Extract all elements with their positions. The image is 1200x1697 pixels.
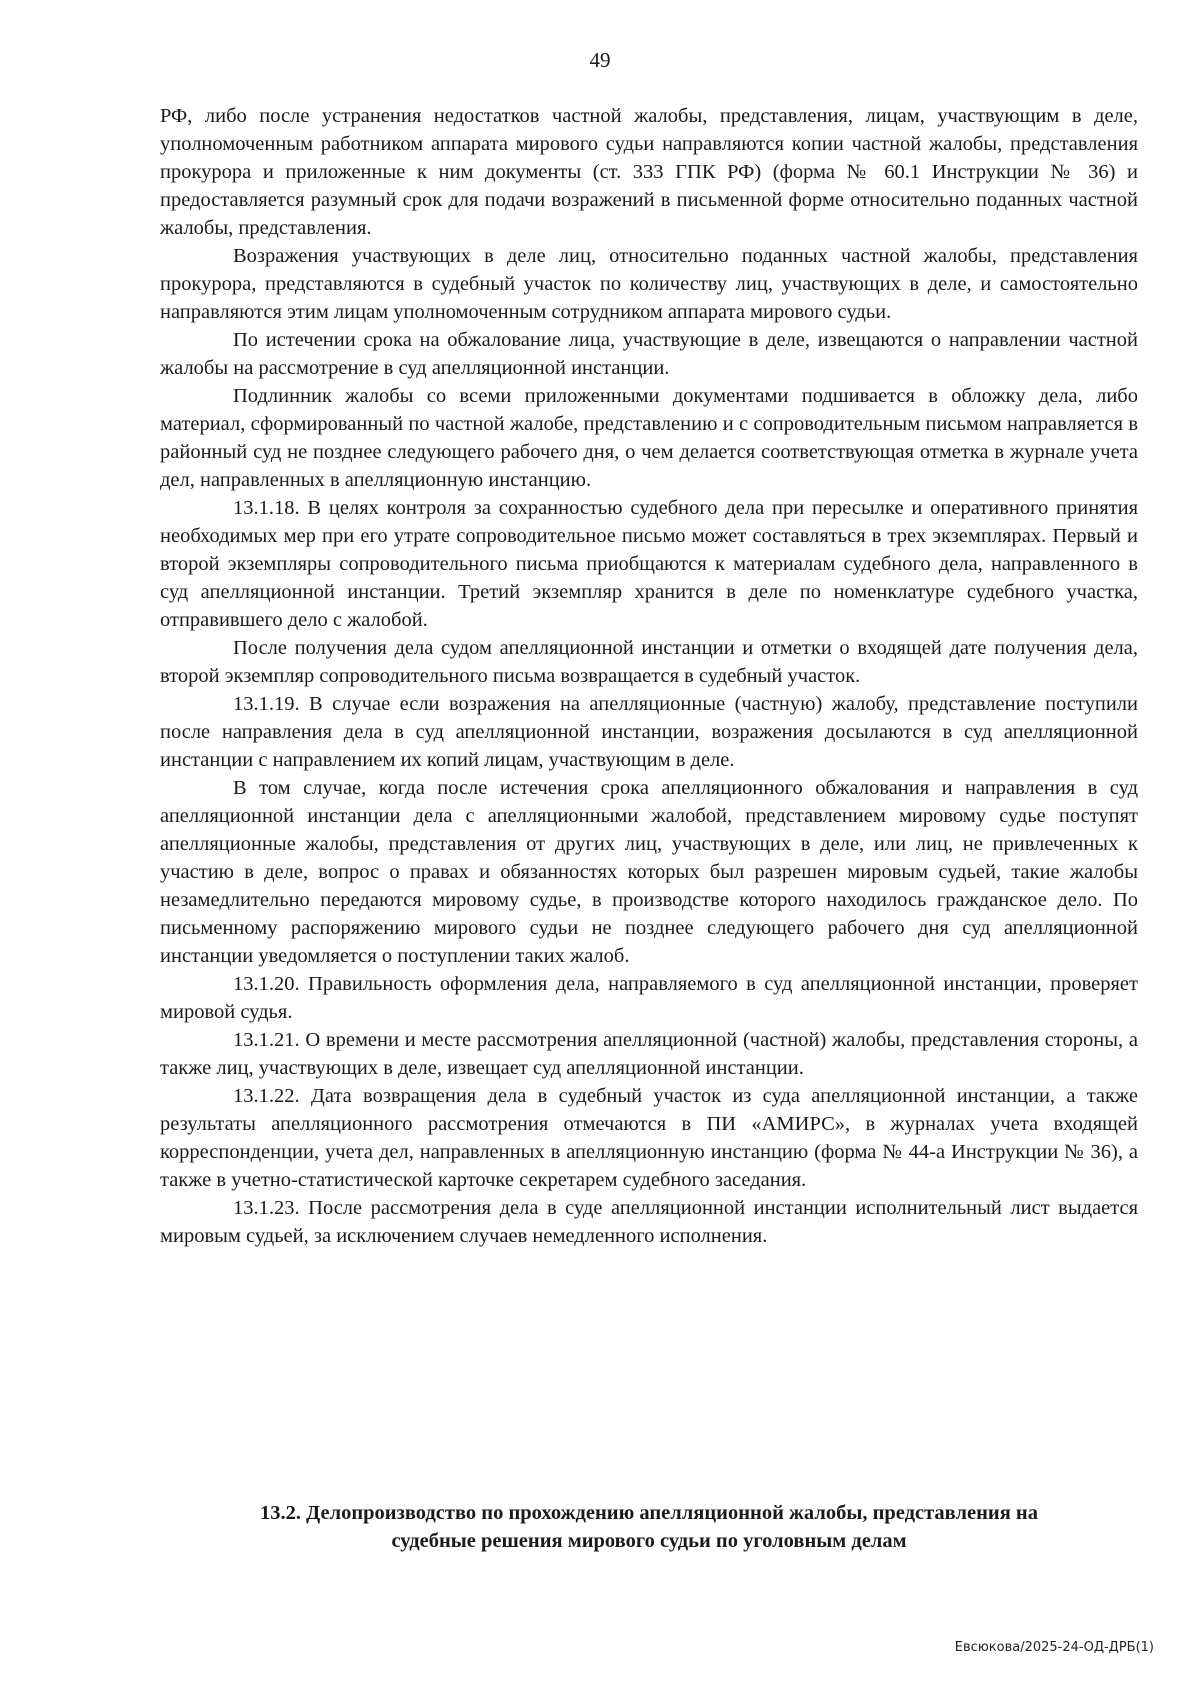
section-heading-line: 13.2. Делопроизводство по прохождению апелляционной жалобы, представления на (260, 1502, 1038, 1524)
paragraph: РФ, либо после устранения недостатков частной жалобы, представления, лицам, участвующим в деле, уполномоченным работником аппарата мирового судьи направляются копии частной жалобы, представления прокурора и приложенные к ним документы (ст. 333 ГПК РФ) (форма № 60.1 Инструкции № 36) и предоставляется разумный срок для подачи возражений в письменной форме относительно поданных частной жалобы, представления. (160, 105, 1138, 239)
paragraph-13-1-22: 13.1.22. Дата возвращения дела в судебный участок из суда апелляционной инстанции, а также результаты апелляционного рассмотрения отмечаются в ПИ «АМИРС», в журналах учета входящей корреспонденции, учета дел, направленных в апелляционную инстанцию (форма № 44-а Инструкции № 36), а также в учетно-статистической карточке секретарем судебного заседания. (160, 1085, 1138, 1191)
paragraph-13-1-19: 13.1.19. В случае если возражения на апелляционные (частную) жалобу, представление поступили после направления дела в суд апелляционной инстанции, возражения досылаются в суд апелляционной инстанции с направлением их копий лицам, участвующим в деле. (160, 693, 1138, 771)
paragraph: После получения дела судом апелляционной инстанции и отметки о входящей дате получения дела, второй экземпляр сопроводительного письма возвращается в судебный участок. (160, 637, 1138, 687)
paragraph: По истечении срока на обжалование лица, участвующие в деле, извещаются о направлении частной жалобы на рассмотрение в суд апелляционной инстанции. (160, 329, 1138, 379)
page-number: 49 (589, 48, 611, 72)
paragraph: Возражения участвующих в деле лиц, относительно поданных частной жалобы, представления прокурора, представляются в судебный участок по количеству лиц, участвующих в деле, и самостоятельно направляются этим лицам уполномоченным сотрудником аппарата мирового судьи. (160, 245, 1138, 323)
section-heading (160, 1499, 1138, 1555)
paragraph-13-1-20: 13.1.20. Правильность оформления дела, направляемого в суд апелляционной инстанции, проверяет мировой судья. (160, 973, 1138, 1023)
footer-document-reference: Евсюкова/2025-24-ОД-ДРБ(1) (954, 1640, 1154, 1655)
paragraph-13-1-21: 13.1.21. О времени и месте рассмотрения апелляционной (частной) жалобы, представления стороны, а также лиц, участвующих в деле, извещает суд апелляционной инстанции. (160, 1029, 1138, 1079)
paragraph: Подлинник жалобы со всеми приложенными документами подшивается в обложку дела, либо материал, сформированный по частной жалобе, представлению и с сопроводительным письмом направляется в районный суд не позднее следующего рабочего дня, о чем делается соответствующая отметка в журнале учета дел, направленных в апелляционную инстанцию. (160, 385, 1138, 491)
section-heading-line: судебные решения мирового судьи по уголовным делам (391, 1530, 907, 1552)
paragraph-13-1-23: 13.1.23. После рассмотрения дела в суде апелляционной инстанции исполнительный лист выдается мировым судьей, за исключением случаев немедленного исполнения. (160, 1197, 1138, 1247)
document-body (160, 102, 1138, 1250)
paragraph-13-1-18: 13.1.18. В целях контроля за сохранностью судебного дела при пересылке и оперативного принятия необходимых мер при его утрате сопроводительное письмо может составляться в трех экземплярах. Первый и второй экземпляры сопроводительного письма приобщаются к материалам судебного дела, направленного в суд апелляционной инстанции. Третий экземпляр хранится в деле по номенклатуре судебного участка, отправившего дело с жалобой. (160, 497, 1138, 631)
paragraph: В том случае, когда после истечения срока апелляционного обжалования и направления в суд апелляционной инстанции дела с апелляционными жалобой, представлением мировому судье поступят апелляционные жалобы, представления от других лиц, участвующих в деле, или лиц, не привлеченных к участию в деле, вопрос о правах и обязанностях которых был разрешен мировым судьей, такие жалобы незамедлительно передаются мировому судье, в производстве которого находилось гражданское дело. По письменному распоряжению мирового судьи не позднее следующего рабочего дня суд апелляционной инстанции уведомляется о поступлении таких жалоб. (160, 777, 1138, 967)
